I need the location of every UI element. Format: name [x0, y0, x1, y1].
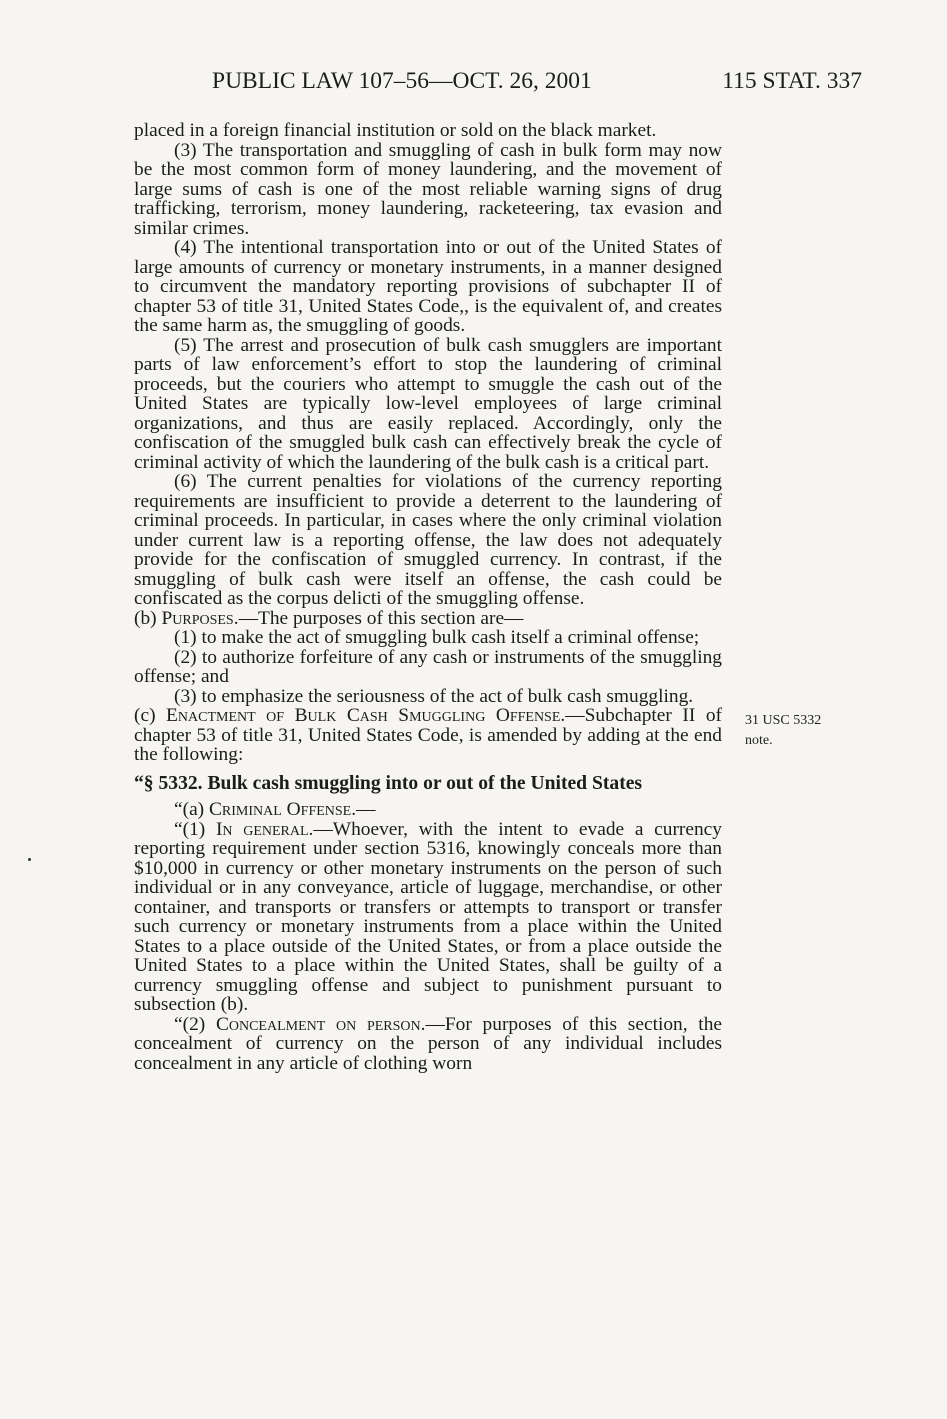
subsection-c: [134, 706, 722, 765]
section-a2-text: .—For purposes of this section, the concealment of currency on the person of any individual includes concealment in any article of clothing worn: [134, 1013, 722, 1074]
section-a2: [134, 1015, 722, 1074]
running-header: [212, 68, 862, 108]
subsection-b-label: (b): [134, 607, 162, 629]
section-a-label: “(a): [174, 799, 209, 820]
subsection-c-label: (c): [134, 705, 167, 726]
purpose-2: (2) to authorize forfeiture of any cash or instruments of the smuggling offense; and: [134, 646, 722, 687]
section-a-text: .—: [351, 799, 376, 820]
purpose-1: (1) to make the act of smuggling bulk cash itself a criminal offense;: [174, 627, 700, 648]
section-heading: “§ 5332. Bulk cash smuggling into or out of the United States: [134, 772, 643, 794]
section-a1-text: .—Whoever, with the intent to evade a currency reporting requirement under section 5316, knowingly conceals more than $10,000 in currency or other monetary instruments on the person of such individual or in any conveyance, article of luggage, merchandise, or other container, and transports or transfers or attempts to transport or transfer such currency or monetary instruments from a place within the United States to a place outside of the United States, or from a place outside the United States to a place within the United States, shall be guilty of a currency smuggling offense and subject to punishment pursuant to subsection (b).: [134, 818, 722, 1015]
finding-6: (6) The current penalties for violations of the currency reporting requirements are insufficient to provide a deterrent to the laundering of criminal proceeds. In particular, in cases where the only criminal violation under current law is a reporting offense, the law does not adequately provide for the confiscation of smuggled currency. In contrast, if the smuggling of bulk cash were itself an offense, the cash could be confiscated as the corpus delicti of the smuggling offense.: [134, 471, 722, 609]
margin-note: [745, 711, 845, 751]
paragraph-continuation: placed in a foreign financial institution or sold on the black market.: [134, 120, 657, 141]
section-a1-label: “(1): [174, 818, 216, 840]
finding-3: (3) The transportation and smuggling of cash in bulk form may now be the most common form of money laundering, and the movement of large sums of cash is one of the most reliable warning signs of drug trafficking, terrorism, money laundering, racketeering, tax evasion and similar crimes.: [134, 139, 722, 239]
finding-4: (4) The intentional transportation into or out of the United States of large amounts of currency or monetary instruments, in a manner designed to circumvent the mandatory reporting provisions of subchapter II of chapter 53 of title 31, United States Code,, is the equivalent of, and creates the same harm as, the smuggling of goods.: [134, 237, 722, 336]
subsection-b: [134, 609, 722, 629]
scan-speck: [28, 858, 31, 861]
header-title: PUBLIC LAW 107–56—OCT. 26, 2001: [212, 68, 592, 94]
section-a: [134, 800, 722, 820]
subsection-c-text: .—Subchapter II of chapter 53 of title 31, United States Code, is amended by adding at the end the following:: [134, 705, 722, 765]
section-a1: [134, 820, 722, 1015]
section-a1-heading: In general: [215, 818, 309, 840]
subsection-b-text: .—The purposes of this section are—: [233, 607, 524, 629]
section-a2-heading: Concealment on person: [215, 1013, 421, 1035]
section-a-heading: Criminal Offense: [208, 799, 352, 820]
subsection-c-heading: Enactment of Bulk Cash Smuggling Offense: [166, 705, 561, 726]
body-text: [134, 121, 722, 1073]
header-stat-page: 115 STAT. 337: [722, 68, 862, 94]
purpose-3: (3) to emphasize the seriousness of the act of bulk cash smuggling.: [174, 685, 694, 707]
section-a2-label: “(2): [174, 1013, 216, 1035]
margin-note-citation: 31 USC 5332: [745, 713, 822, 728]
margin-note-suffix: note.: [745, 733, 773, 748]
subsection-b-heading: Purposes: [161, 607, 234, 629]
finding-5: (5) The arrest and prosecution of bulk cash smugglers are important parts of law enforcement’s effort to stop the laundering of criminal proceeds, but the couriers who attempt to smuggle the cash out of the United States are typically low-level employees of large criminal organizations, and thus are easily replaced. Accordingly, only the confiscation of the smuggled bulk cash can effectively break the cycle of criminal activity of which the laundering of the bulk cash is a critical part.: [134, 334, 722, 473]
